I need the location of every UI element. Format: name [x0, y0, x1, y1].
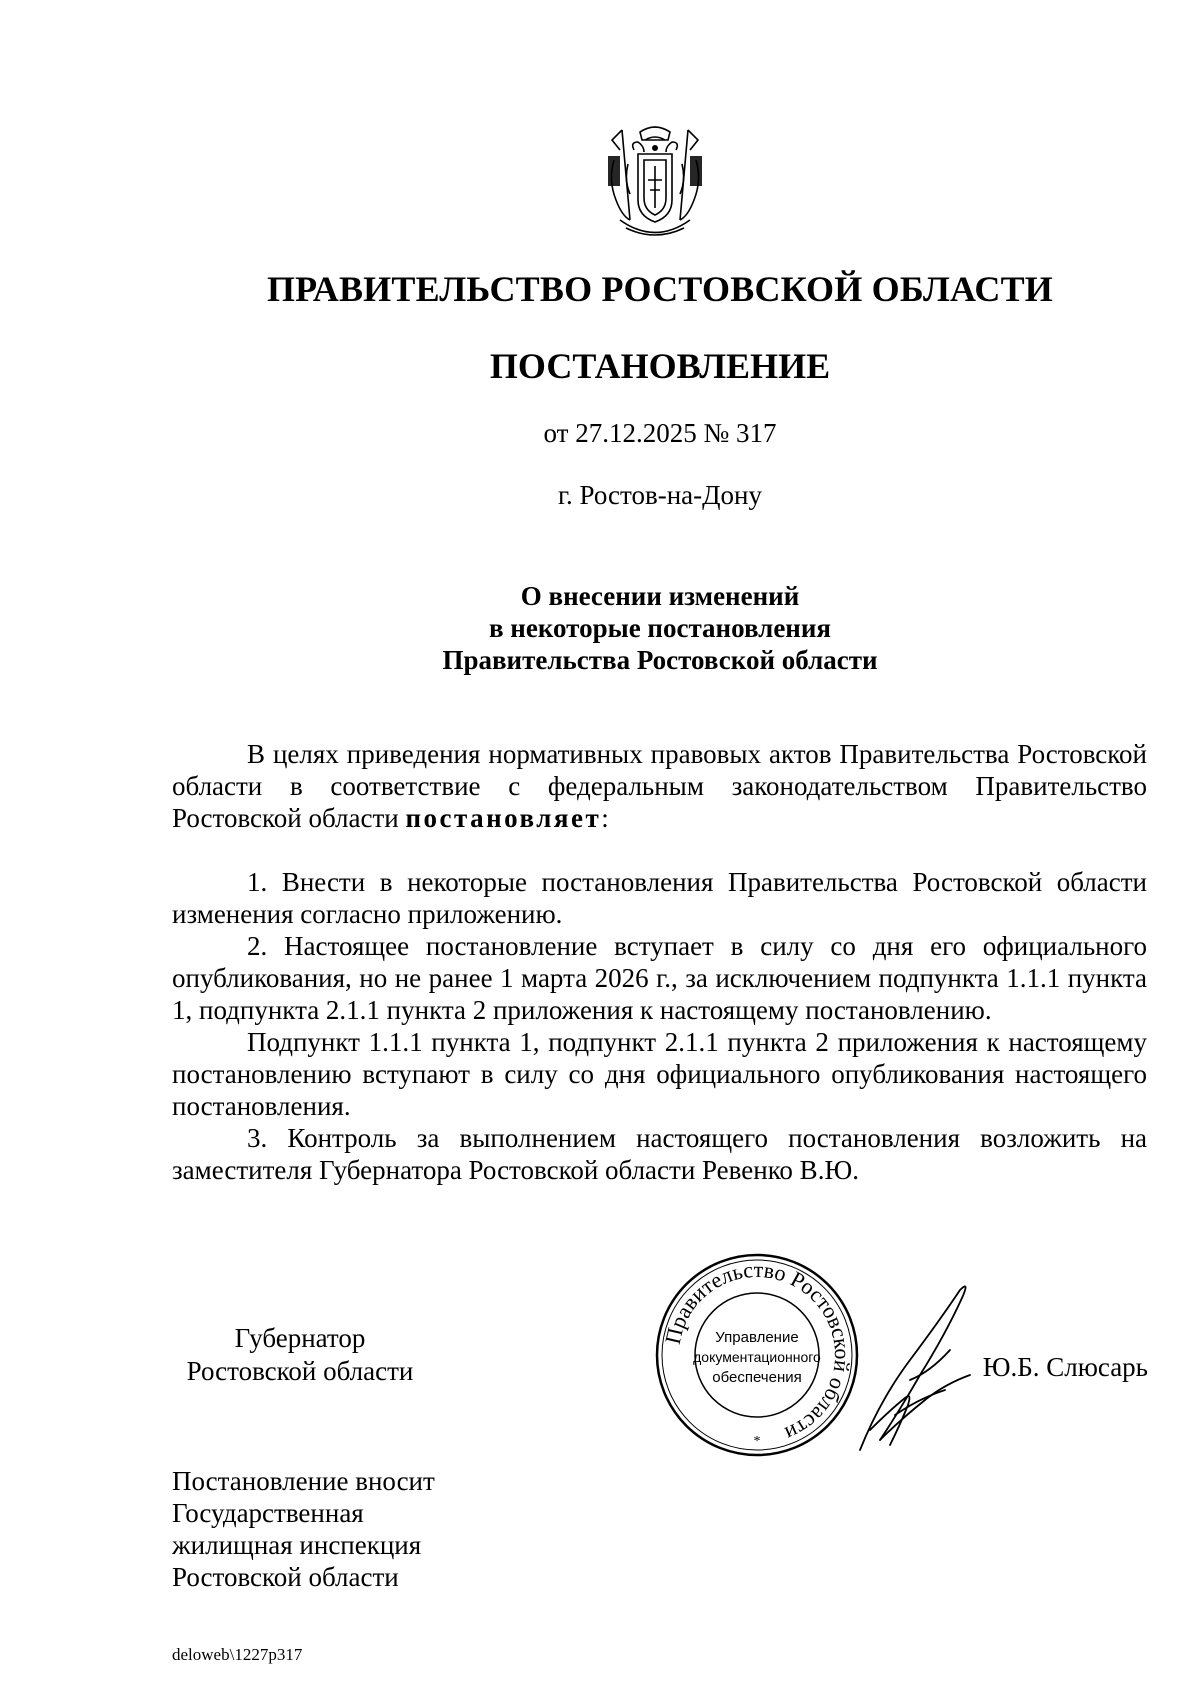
preamble-end: : [601, 803, 609, 833]
submitter-line-1: Постановление вносит [172, 1466, 435, 1496]
handwritten-signature [850, 1280, 990, 1460]
rostov-oblast-coat-of-arms-icon [600, 120, 710, 245]
item-3-paragraph: 3. Контроль за выполнением настоящего постановления возложить на заместителя Губернатора Ростовской области Ревенко В.Ю. [172, 1123, 1147, 1185]
submitter-block [172, 1465, 435, 1593]
document-type: ПОСТАНОВЛЕНИЕ [489, 346, 831, 386]
stamp-ring-text: Правительство Ростовской области [659, 1256, 856, 1447]
submitter-line-4: Ростовской области [172, 1562, 399, 1592]
stamp-inner-line-3: обеспечения [712, 1369, 802, 1386]
signer-position-line-1: Губернатор [234, 1323, 366, 1353]
document-body [172, 738, 1147, 1186]
document-subject [0, 580, 1200, 676]
item-2-paragraph: 2. Настоящее постановление вступает в силу со дня его официального опубликования, но не ранее 1 марта 2026 г., за исключением подпункта 1.1.1 пункта 1, подпункта 2.1.1 пункта 2 приложения к настоящему постановлению. [172, 931, 1147, 1025]
signer-position [175, 1322, 425, 1388]
signer-position-line-2: Ростовской области [186, 1356, 414, 1386]
preamble-paragraph [172, 738, 1147, 834]
organization-title: ПРАВИТЕЛЬСТВО РОСТОВСКОЙ ОБЛАСТИ [266, 269, 1054, 309]
subject-line-3: Правительства Ростовской области [442, 645, 878, 675]
item-1-paragraph: 1. Внести в некоторые постановления Правительства Ростовской области изменения согласно приложению. [172, 867, 1147, 929]
document-city: г. Ростов-на-Дону [557, 480, 762, 510]
subject-line-1: О внесении изменений [520, 581, 800, 611]
submitter-line-2: Государственная [172, 1498, 364, 1528]
document-date-number: от 27.12.2025 № 317 [543, 418, 777, 448]
official-stamp [652, 1250, 862, 1460]
item-2-extra-paragraph: Подпункт 1.1.1 пункта 1, подпункт 2.1.1 пункта 2 приложения к настоящему постановлению вступают в силу со дня официального опубликования настоящего постановления. [172, 1027, 1147, 1121]
svg-text:*: * [753, 1434, 761, 1449]
signer-name: Ю.Б. Слюсарь [982, 1352, 1148, 1382]
preamble-text: В целях приведения нормативных правовых актов Правительства Ростовской области в соответствие с федеральным законодательством Правительство Ростовской области [172, 739, 1147, 833]
submitter-line-3: жилищная инспекция [172, 1530, 422, 1560]
file-reference: deloweb\1227p317 [172, 1645, 303, 1664]
stamp-inner-line-2: документационного [693, 1349, 821, 1365]
stamp-inner-line-1: Управление [715, 1329, 799, 1346]
preamble-keyword: постановляет [405, 803, 602, 833]
subject-line-2: в некоторые постановления [488, 613, 832, 643]
